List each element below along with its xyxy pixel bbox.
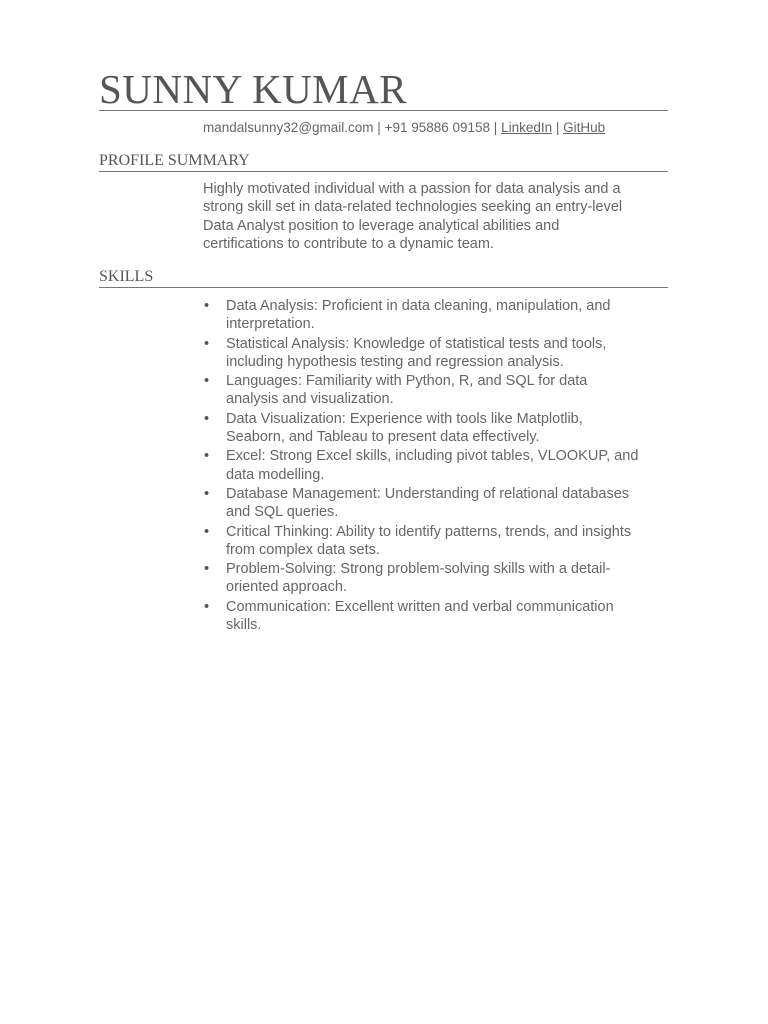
github-link[interactable]: GitHub (563, 120, 606, 135)
separator: | (373, 120, 385, 135)
separator: | (552, 120, 564, 135)
list-item (203, 598, 643, 635)
list-item (203, 485, 643, 522)
profile-summary-divider (99, 171, 668, 172)
phone-text: +91 95886 09158 (384, 120, 491, 135)
contact-line (203, 119, 605, 137)
skill-text: Problem-Solving: Strong problem-solving skills with a detail-oriented approach. (226, 561, 611, 596)
list-item (203, 523, 643, 560)
skill-text: Critical Thinking: Ability to identify patterns, trends, and insights from complex data sets. (226, 523, 632, 558)
linkedin-link[interactable]: LinkedIn (501, 120, 553, 135)
skills-divider (99, 287, 668, 288)
skill-text: Excel: Strong Excel skills, including pivot tables, VLOOKUP, and data modelling. (226, 448, 639, 483)
list-item (203, 447, 643, 484)
profile-summary-heading: PROFILE SUMMARY (99, 152, 250, 169)
list-item (203, 297, 643, 334)
skill-text: Languages: Familiarity with Python, R, and SQL for data analysis and visualization. (226, 373, 588, 408)
skills-list (203, 297, 643, 635)
skill-text: Database Management: Understanding of relational databases and SQL queries. (226, 485, 630, 521)
bullet-icon: • (204, 298, 210, 314)
list-item (203, 335, 643, 372)
bullet-icon: • (204, 598, 210, 615)
bullet-icon: • (204, 448, 210, 465)
bullet-icon: • (204, 485, 210, 502)
skills-heading: SKILLS (99, 268, 154, 285)
list-item (203, 410, 643, 447)
bullet-icon: • (204, 335, 210, 352)
bullet-icon: • (204, 373, 210, 390)
bullet-icon: • (204, 523, 210, 540)
skill-text: Communication: Excellent written and verbal communication skills. (226, 598, 614, 634)
skill-text: Data Analysis: Proficient in data cleaning, manipulation, and interpretation. (226, 298, 611, 333)
candidate-name: SUNNY KUMAR (99, 66, 408, 112)
bullet-icon: • (204, 410, 210, 427)
name-divider (99, 110, 668, 111)
skill-text: Data Visualization: Experience with tools like Matplotlib, Seaborn, and Tableau to present data effectively. (226, 410, 583, 446)
skill-text: Statistical Analysis: Knowledge of statistical tests and tools, including hypothesis testing and regression analysis. (226, 335, 607, 370)
bullet-icon: • (204, 561, 210, 578)
separator: | (490, 120, 502, 135)
email-text: mandalsunny32@gmail.com (203, 120, 374, 135)
profile-summary-text: Highly motivated individual with a passion for data analysis and a strong skill set in data-related technologies seeking an entry-level Data Analyst position to leverage analytical abilities and certifications to contribute to a dynamic team. (203, 181, 623, 252)
list-item (203, 372, 643, 409)
list-item (203, 560, 643, 597)
